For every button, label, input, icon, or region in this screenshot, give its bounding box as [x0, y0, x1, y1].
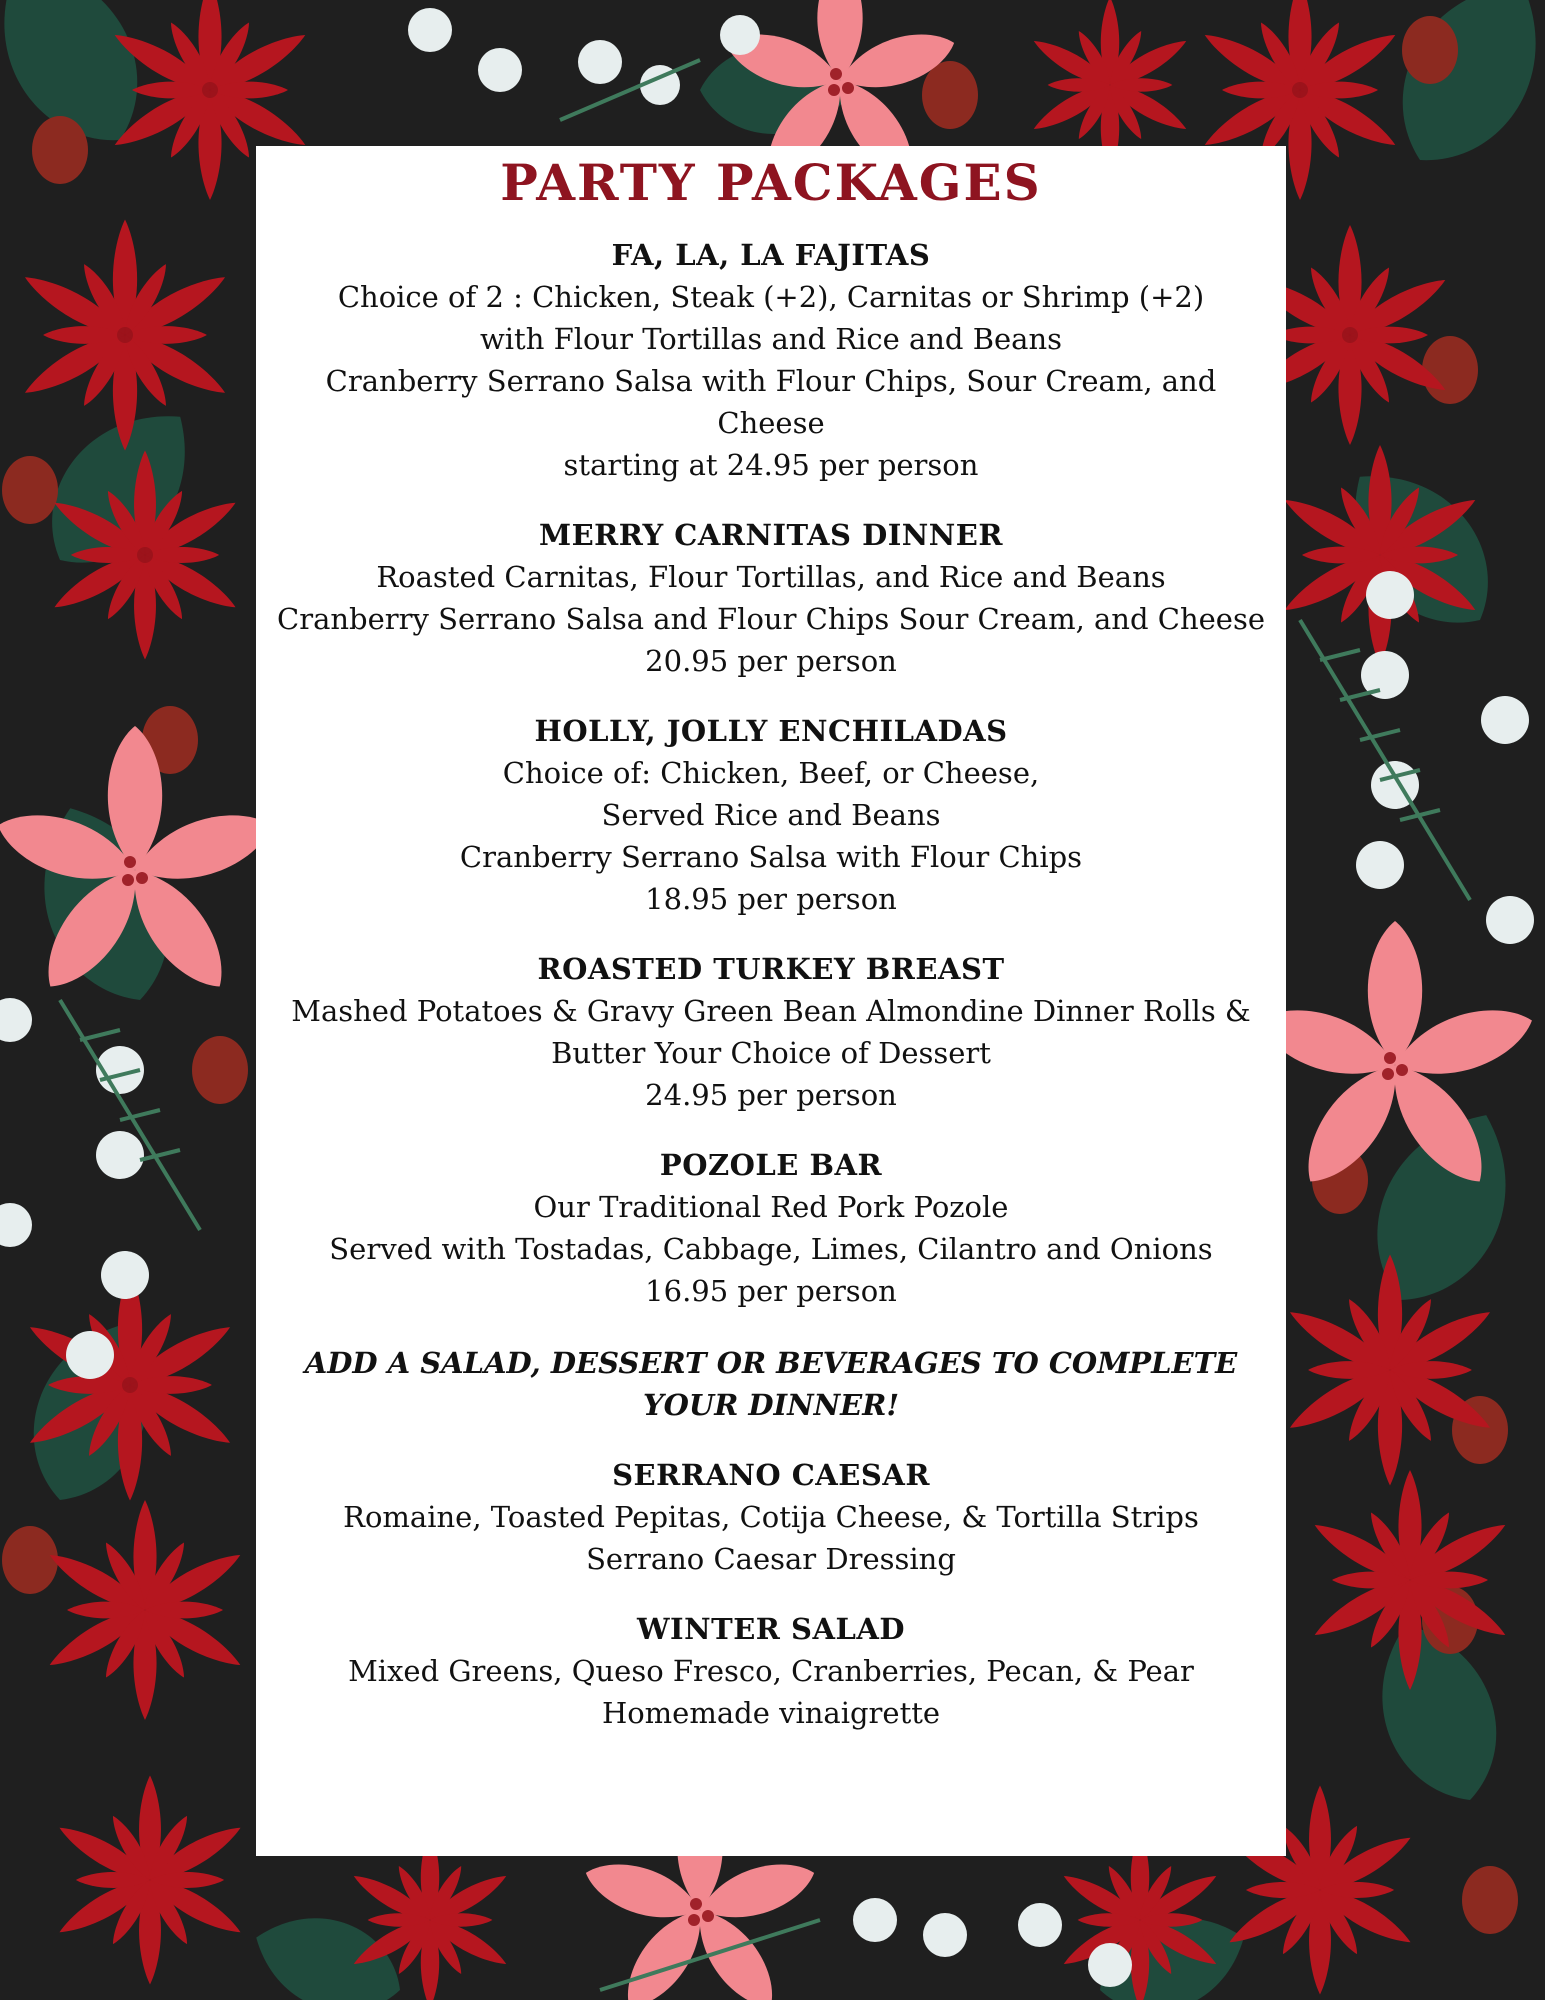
package-heading: POZOLE BAR	[659, 1148, 883, 1182]
package-line: Our Traditional Red Pork Pozole	[533, 1190, 1009, 1224]
package-pozole	[256, 1144, 1286, 1312]
package-line: Cranberry Serrano Salsa with Flour Chips, Sour Cream, and	[325, 364, 1217, 398]
package-price: starting at 24.95 per person	[563, 448, 979, 482]
package-line: Cranberry Serrano Salsa with Flour Chips	[459, 840, 1083, 874]
package-line: Butter Your Choice of Dessert	[551, 1036, 991, 1070]
addon-serrano-caesar	[256, 1454, 1286, 1580]
package-heading: HOLLY, JOLLY ENCHILADAS	[534, 714, 1008, 748]
package-heading: FA, LA, LA FAJITAS	[611, 238, 931, 272]
package-price: 16.95 per person	[645, 1274, 897, 1308]
addon-heading: SERRANO CAESAR	[612, 1458, 930, 1492]
package-heading: ROASTED TURKEY BREAST	[537, 952, 1005, 986]
package-fajitas	[256, 234, 1286, 486]
package-price: 20.95 per person	[645, 644, 897, 678]
addon-line: Homemade vinaigrette	[601, 1696, 941, 1730]
menu-card	[256, 146, 1286, 1856]
package-line: Cheese	[717, 406, 825, 440]
package-enchiladas	[256, 710, 1286, 920]
package-line: Mashed Potatoes & Gravy Green Bean Almondine Dinner Rolls &	[291, 994, 1251, 1028]
addon-line: Serrano Caesar Dressing	[586, 1542, 956, 1576]
package-line: with Flour Tortillas and Rice and Beans	[479, 322, 1063, 356]
addon-line: Mixed Greens, Queso Fresco, Cranberries, Pecan, & Pear	[348, 1654, 1194, 1688]
package-carnitas	[256, 514, 1286, 682]
package-line: Choice of 2 : Chicken, Steak (+2), Carnitas or Shrimp (+2)	[337, 280, 1205, 314]
add-ons-callout: ADD A SALAD, DESSERT OR BEVERAGES TO COMPLETE YOUR DINNER!	[304, 1346, 1238, 1422]
package-line: Served with Tostadas, Cabbage, Limes, Cilantro and Onions	[329, 1232, 1213, 1266]
package-line: Served Rice and Beans	[601, 798, 941, 832]
package-line: Roasted Carnitas, Flour Tortillas, and Rice and Beans	[376, 560, 1166, 594]
page-title: PARTY PACKAGES	[500, 153, 1042, 212]
package-heading: MERRY CARNITAS DINNER	[538, 518, 1004, 552]
package-price: 18.95 per person	[645, 882, 897, 916]
addon-heading: WINTER SALAD	[636, 1612, 905, 1646]
package-line: Choice of: Chicken, Beef, or Cheese,	[502, 756, 1040, 790]
package-price: 24.95 per person	[645, 1078, 897, 1112]
package-turkey	[256, 948, 1286, 1116]
addon-winter-salad	[256, 1608, 1286, 1734]
package-line: Cranberry Serrano Salsa and Flour Chips Sour Cream, and Cheese	[277, 602, 1265, 636]
addon-line: Romaine, Toasted Pepitas, Cotija Cheese, & Tortilla Strips	[343, 1500, 1199, 1534]
